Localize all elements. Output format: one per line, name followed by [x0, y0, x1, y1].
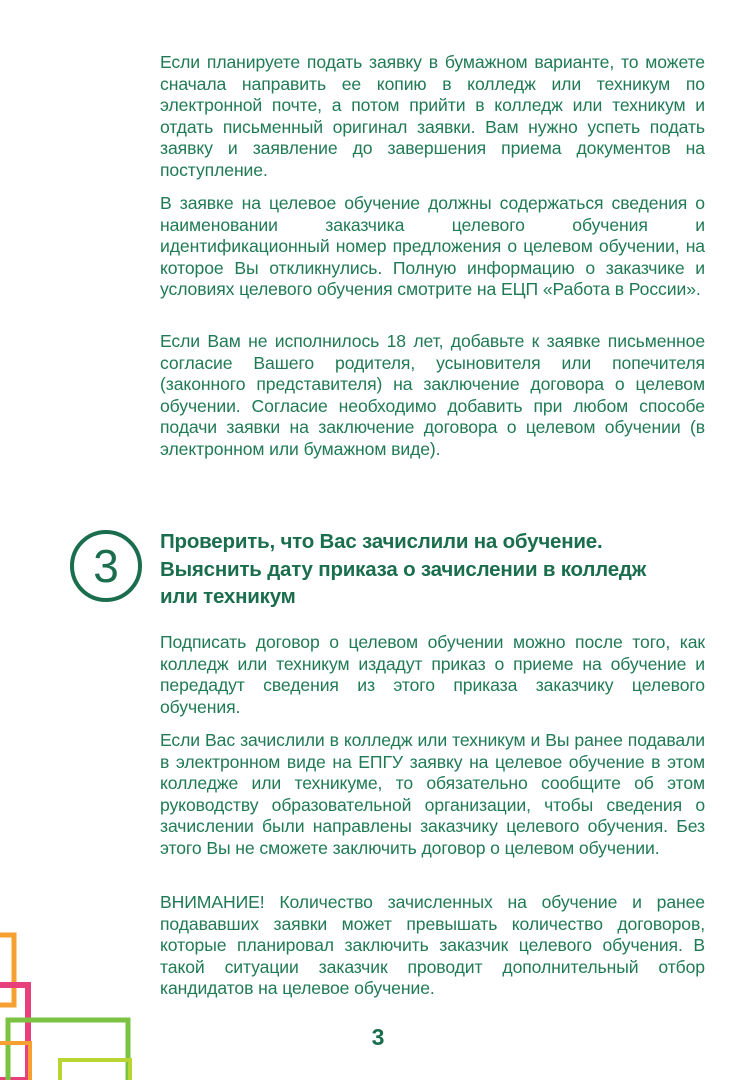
paragraph-enrollment-notice: Если Вас зачислили в колледж или техникум и Вы ранее подавали в электронном виде на ЕПГУ заявку на целевое обучение в этом колледже или техникуме, то обязательно сообщите об этом руководству образовательной организации, чтобы сведения о зачислении были направлены заказчику целевого обучения. Без этого Вы не сможете заключить договор о целевом обучении. — [160, 730, 705, 858]
paragraph-parental-consent: Если Вам не исполнилось 18 лет, добавьте к заявке письменное согласие Вашего родителя, усыновителя или попечителя (законного представителя) на заключение договора о целевом обучении. Согласие необходимо добавить при любом способе подачи заявки на заключение договора о целевом обучении (в электронном или бумажном виде). — [160, 331, 705, 459]
paragraph-sign-contract: Подписать договор о целевом обучении можно после того, как колледж или техникум издадут приказ о приеме на обучение и передадут сведения из этого приказа заказчику целевого обучения. — [160, 632, 705, 717]
paragraph-attention: ВНИМАНИЕ! Количество зачисленных на обучение и ранее подававших заявки может превышать количество договоров, которые планировал заключить заказчик целевого обучения. В такой ситуации заказчик проводит дополнительный отбор кандидатов на целевое обучение. — [160, 892, 705, 998]
page-number: 3 — [371, 1024, 385, 1050]
paragraph-application-content: В заявке на целевое обучение должны содержаться сведения о наименовании заказчика целевого обучения и идентификационный номер предложения о целевом обучении, на которое Вы откликнулись. Полную информацию о заказчике и условиях целевого обучения смотрите на ЕЦП «Работа в России». — [160, 193, 705, 299]
step-number-badge: 3 — [70, 530, 142, 602]
decorative-squares — [0, 925, 150, 1080]
paragraph-paper-application: Если планируете подать заявку в бумажном варианте, то можете сначала направить ее копию в колледж или техникум по электронной почте, а потом прийти в колледж или техникум и отдать письменный оригинал заявки. Вам нужно успеть подать заявку и заявление до завершения приема документов на поступление. — [160, 52, 705, 180]
step-title: Проверить, что Вас зачислили на обучение. Выяснить дату приказа о зачислении в колледж или техникум — [160, 530, 647, 608]
